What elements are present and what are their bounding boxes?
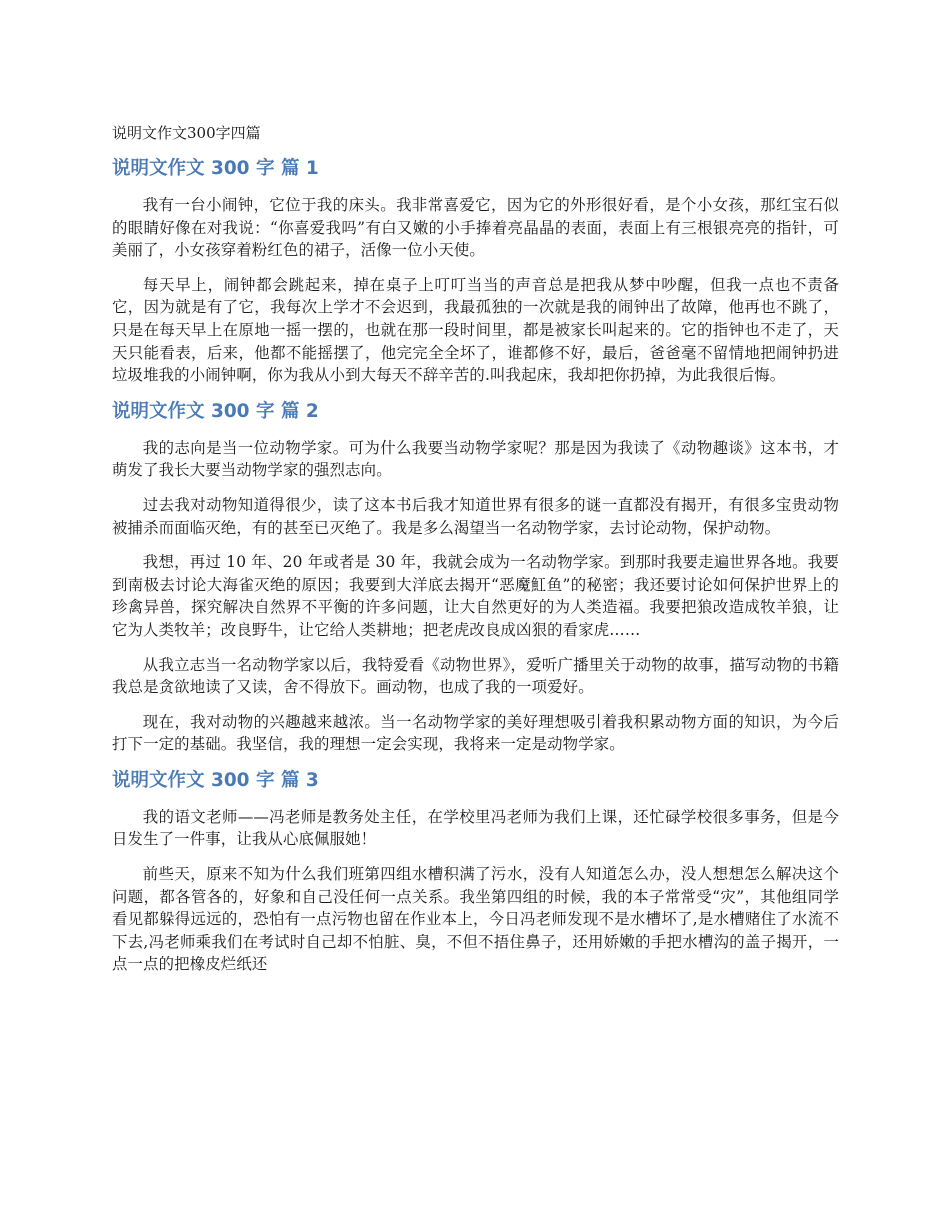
- section-heading: 说明文作文 300 字 篇 3: [112, 769, 319, 791]
- paragraph: 每天早上，闹钟都会跳起来，掉在桌子上叮叮当当的声音总是把我从梦中吵醒，但我一点也不责备它，因为就是有了它，我每次上学才不会迟到，我最孤独的一次就是我的闹钟出了故障，他再也不跳了，只是在每天早上在原地一摇一摆的，也就在那一段时间里，都是被家长叫起来的。它的指钟也不走了，天天只能看表，后来，他都不能摇摆了，他完完全全坏了，谁都修不好，最后，爸爸毫不留情地把闹钟扔进垃圾堆我的小闹钟啊，你为我从小到大每天不辞辛苦的.叫我起床，我却把你扔掉，为此我很后悔。: [112, 275, 839, 385]
- section-heading: 说明文作文 300 字 篇 1: [112, 158, 319, 179]
- section-3: [112, 768, 839, 976]
- document-title: 说明文作文300字四篇: [112, 124, 261, 142]
- paragraph: 现在，我对动物的兴趣越来越浓。当一名动物学家的美好理想吸引着我积累动物方面的知识，为今后打下一定的基础。我坚信，我的理想一定会实现，我将来一定是动物学家。: [112, 712, 839, 754]
- paragraph: 我想，再过 10 年、20 年或者是 30 年，我就会成为一名动物学家。到那时我要走遍世界各地。我要到南极去讨论大海雀灭绝的原因；我要到大洋底去揭开“恶魔魟鱼”的秘密；我还要讨论如何保护世界上的珍禽异兽，探究解决自然界不平衡的许多问题，让大自然更好的为人类造福。我要把狼改造成牧羊狼，让它为人类牧羊；改良野牛，让它给人类耕地；把老虎改良成凶狠的看家虎……: [112, 553, 839, 639]
- document-page: [112, 122, 839, 988]
- paragraph: 我的语文老师——冯老师是教务处主任，在学校里冯老师为我们上课，还忙碌学校很多事务，但是今日发生了一件事，让我从心底佩服她！: [112, 807, 839, 849]
- section-1: [112, 156, 839, 387]
- paragraph: 从我立志当一名动物学家以后，我特爱看《动物世界》，爱听广播里关于动物的故事，描写动物的书籍我总是贪欲地读了又读，舍不得放下。画动物，也成了我的一项爱好。: [112, 655, 839, 697]
- section-heading: 说明文作文 300 字 篇 2: [112, 400, 319, 422]
- section-2: [112, 399, 839, 756]
- paragraph: 前些天，原来不知为什么我们班第四组水槽积满了污水，没有人知道怎么办，没人想想怎么解决这个问题，都各管各的，好象和自己没任何一点关系。我坐第四组的时候，我的本子常常受“灾”，其他组同学看见都躲得远远的，恐怕有一点污物也留在作业本上，今日冯老师发现不是水槽坏了,是水槽赌住了水流不下去,冯老师乘我们在考试时自己却不怕脏、臭，不但不捂住鼻子，还用娇嫩的手把水槽沟的盖子揭开，一点一点的把橡皮烂纸还: [112, 865, 839, 974]
- paragraph: 我有一台小闹钟，它位于我的床头。我非常喜爱它，因为它的外形很好看，是个小女孩，那红宝石似的眼睛好像在对我说：“你喜爱我吗”有白又嫩的小手捧着亮晶晶的表面，表面上有三根银亮亮的指针，可美丽了，小女孩穿着粉红色的裙子，活像一位小天使。: [112, 196, 839, 260]
- paragraph: 我的志向是当一位动物学家。可为什么我要当动物学家呢？那是因为我读了《动物趣谈》这本书，才萌发了我长大要当动物学家的强烈志向。: [112, 438, 839, 480]
- paragraph: 过去我对动物知道得很少，读了这本书后我才知道世界有很多的谜一直都没有揭开，有很多宝贵动物被捕杀而面临灭绝，有的甚至已灭绝了。我是多么渴望当一名动物学家，去讨论动物，保护动物。: [112, 495, 839, 537]
